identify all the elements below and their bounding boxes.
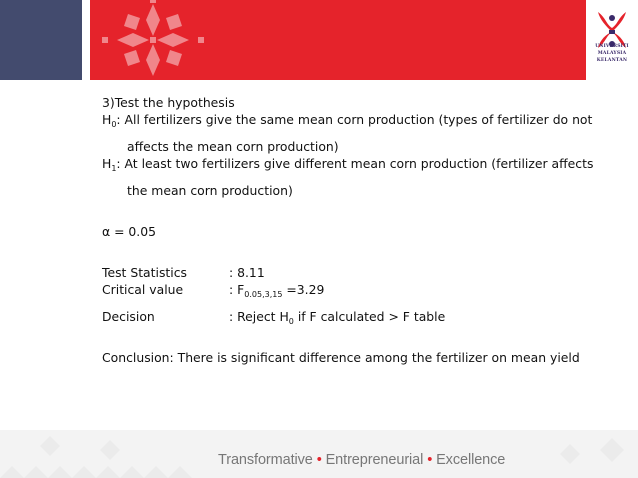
footer-tagline — [218, 452, 505, 468]
decision-row — [102, 308, 632, 325]
decision-suffix: if F calculated > F table — [293, 309, 446, 324]
slide-body — [102, 94, 632, 366]
h0-text: : All fertilizers give the same mean corn production (types of fertilizer do not — [116, 112, 593, 127]
alternative-hypothesis-line-2: the mean corn production) — [127, 183, 293, 198]
decorative-motif-icon — [98, 0, 208, 80]
null-hypothesis-line-2: affects the mean corn production) — [127, 139, 339, 154]
logo-text-line-1: UNIVERSITI — [595, 44, 629, 49]
h1-text: : At least two fertilizers give different mean corn production (fertilizer affects — [116, 156, 594, 171]
alpha-level: α = 0.05 — [102, 224, 157, 239]
tagline-entrepreneurial: Entrepreneurial — [325, 452, 424, 468]
h1-symbol: H — [102, 156, 112, 171]
critical-value-label: Critical value — [102, 282, 184, 297]
logo-text-line-2: MALAYSIA — [597, 51, 627, 56]
header-blue-block — [0, 0, 82, 80]
test-statistics-label: Test Statistics — [102, 265, 187, 280]
critical-value-row — [102, 281, 632, 298]
critical-value-prefix: : F — [229, 282, 245, 297]
tagline-separator-1: • — [312, 452, 326, 468]
tagline-transformative: Transformative — [218, 452, 313, 468]
header-gap — [82, 0, 90, 80]
critical-value-expression — [229, 281, 324, 298]
slide-header — [0, 0, 638, 80]
decision-label: Decision — [102, 309, 155, 324]
header-red-band — [90, 0, 586, 80]
test-statistics-row — [102, 264, 632, 281]
decision-expression — [229, 308, 445, 325]
critical-value-subscript: 0.05,3,15 — [244, 290, 283, 299]
h0-subscript: 0 — [111, 120, 117, 129]
h0-symbol: H — [102, 112, 112, 127]
h1-subscript: 1 — [111, 164, 117, 173]
critical-value-number: =3.29 — [282, 282, 325, 297]
conclusion: Conclusion: There is significant difference among the fertilizer on mean yield — [102, 350, 580, 365]
tagline-separator-2: • — [423, 452, 437, 468]
decision-subscript: 0 — [288, 317, 294, 326]
decision-prefix: : Reject H — [229, 309, 289, 324]
null-hypothesis-line-1 — [102, 111, 632, 128]
tagline-excellence: Excellence — [436, 452, 506, 468]
logo-text-line-3: KELANTAN — [596, 58, 628, 63]
test-statistics-value: : 8.11 — [229, 265, 265, 280]
step-title: 3)Test the hypothesis — [102, 95, 235, 110]
alternative-hypothesis-line-1 — [102, 155, 632, 172]
